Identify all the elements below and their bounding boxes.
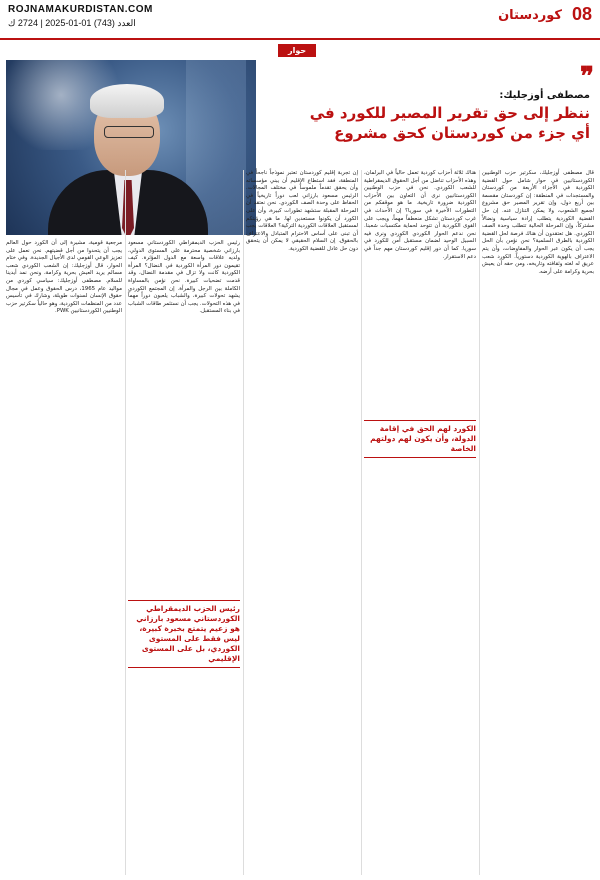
section-title: كوردستان <box>498 8 562 23</box>
pull-quote: رئيس الحزب الديمقراطي الكوردستاني مسعود بارزاني هو زعيم يتمتع بخبرة كبيرة، ليس فقط على المستوى الكوردي، بل على المستوى الإقليمي <box>128 600 240 668</box>
pull-quote: الكورد لهم الحق في إقامة الدولة، وأن يكون لهم دولتهم الخاصة <box>364 420 476 458</box>
site-name[interactable]: ROJNAMAKURDISTAN.COM <box>8 4 153 15</box>
article-column-4: رئيس الحزب الديمقراطي الكوردستاني مسعود بارزاني شخصية محترمة على المستوى الدولي، ولديه علاقات واسعة مع الدول المؤثرة. كيف تقيمون دور المرأة الكوردية في النضال؟ المرأة الكوردية كانت ولا تزال في مقدمة النضال، وقد قدمت تضحيات كبيرة. نحن نؤمن بالمساواة الكاملة بين الرجل والمرأة. إن المجتمع الكوردي يشهد تحولات كبيرة، والشباب يلعبون دوراً مهماً في هذه التحولات. يجب أن نستثمر طاقات الشباب في بناء المستقبل. <box>128 240 240 315</box>
issue-info: العدد (743) 01-01-2025 | 2724 ك <box>8 18 136 28</box>
column-divider <box>479 170 480 875</box>
article-kicker: مصطفى أوزجليك: <box>499 90 590 101</box>
quote-mark-icon: ❞ <box>580 62 594 92</box>
article-title-line1: ننظر إلى حق تقرير المصير للكورد في <box>309 104 590 122</box>
article-tag: حوار <box>278 44 316 57</box>
hair <box>90 84 164 118</box>
column-divider <box>243 170 244 875</box>
article-title-line2: أي جزء من كوردستان كحق مشروع <box>334 124 590 142</box>
column-divider <box>361 170 362 875</box>
article-column-5: مرجعية قومية، مشيرة إلى أن الكورد حول العالم يجب أن يتحدوا من أجل قضيتهم. نحن نعمل على تعزيز الوعي القومي لدى الأجيال الجديدة. وفي ختام الحوار، قال أوزجليك: إن الشعب الكوردي شعب مسالم يريد العيش بحرية وكرامة، ونحن نمد أيدينا للسلام. مصطفى أوزجليك: سياسي كوردي من مواليد عام 1965، درس الحقوق وعمل في مجال حقوق الإنسان لسنوات طويلة، وشارك في تأسيس عدد من المنظمات الكوردية، وهو حالياً سكرتير حزب الوطنيين الكوردستانيين PWK. <box>6 240 122 315</box>
interviewee-photo <box>6 60 256 235</box>
article-column-2: هناك ثلاثة أحزاب كوردية تعمل حالياً في البرلمان، وهذه الأحزاب تناضل من أجل الحقوق الديمقراطية للشعب الكوردي. نحن في حزب الوطنيين الكوردستانيين نرى أن التعاون بين الأحزاب الكوردية ضرورة تاريخية. ما هو موقفكم من التطورات الأخيرة في سوريا؟ إن الأحداث في غرب كوردستان تشكل منعطفاً مهماً، ويجب على القوى الكوردية أن تتوحد لحماية مكتسبات شعبنا. نحن ندعم الحوار الكوردي الكوردي ونرى فيه السبيل الوحيد لضمان مستقبل آمن للكورد في سوريا. كما أن دور إقليم كوردستان مهم جداً في دعم الاستقرار. <box>364 170 476 260</box>
eyeglasses <box>104 126 154 138</box>
article-column-3: إن تجربة إقليم كوردستان تعتبر نموذجاً ناجحاً في المنطقة، فقد استطاع الإقليم أن يبني مؤسساته وأن يحقق تقدماً ملموساً في مختلف المجالات. الرئيس مسعود بارزاني لعب دوراً تاريخياً في الحفاظ على وحدة الصف الكوردي. نحن نعتقد أن المرحلة المقبلة ستشهد تطورات كبيرة، وأن على الكورد أن يكونوا مستعدين لها. ما هي رؤيتكم لمستقبل العلاقات الكوردية التركية؟ العلاقات يجب أن تبنى على أساس الاحترام المتبادل والاعتراف بالحقوق. إن السلام الحقيقي لا يمكن أن يتحقق دون حل عادل للقضية الكوردية. <box>246 170 358 252</box>
column-divider <box>125 170 126 875</box>
article-column-1: قال مصطفى أوزجليك، سكرتير حزب الوطنيين الكوردستانيين في حوار شامل حول القضية الكوردية في الأجزاء الأربعة من كوردستان والمستجدات في المنطقة: إن كوردستان مقسمة بين أربع دول، وإن تقرير المصير حق مشروع لجميع الشعوب، ولا يمكن التنازل عنه. إن حل القضية الكوردية يتطلب إرادة سياسية ونضالاً مشتركاً، وإن المرحلة الحالية تتطلب وحدة الصف الكوردي. هل تعتقدون أن هناك فرصة لحل القضية الكوردية بالطرق السلمية؟ نحن نؤمن بأن الحل يجب أن يكون عبر الحوار والمفاوضات، وأن يتم الاعتراف بالهوية الكوردية دستورياً. الكورد شعب عريق له لغته وثقافته وتاريخه، ومن حقه أن يعيش بحرية وكرامة على أرضه. <box>482 170 594 275</box>
page-number: 08 <box>571 4 592 24</box>
page-header <box>0 0 600 40</box>
